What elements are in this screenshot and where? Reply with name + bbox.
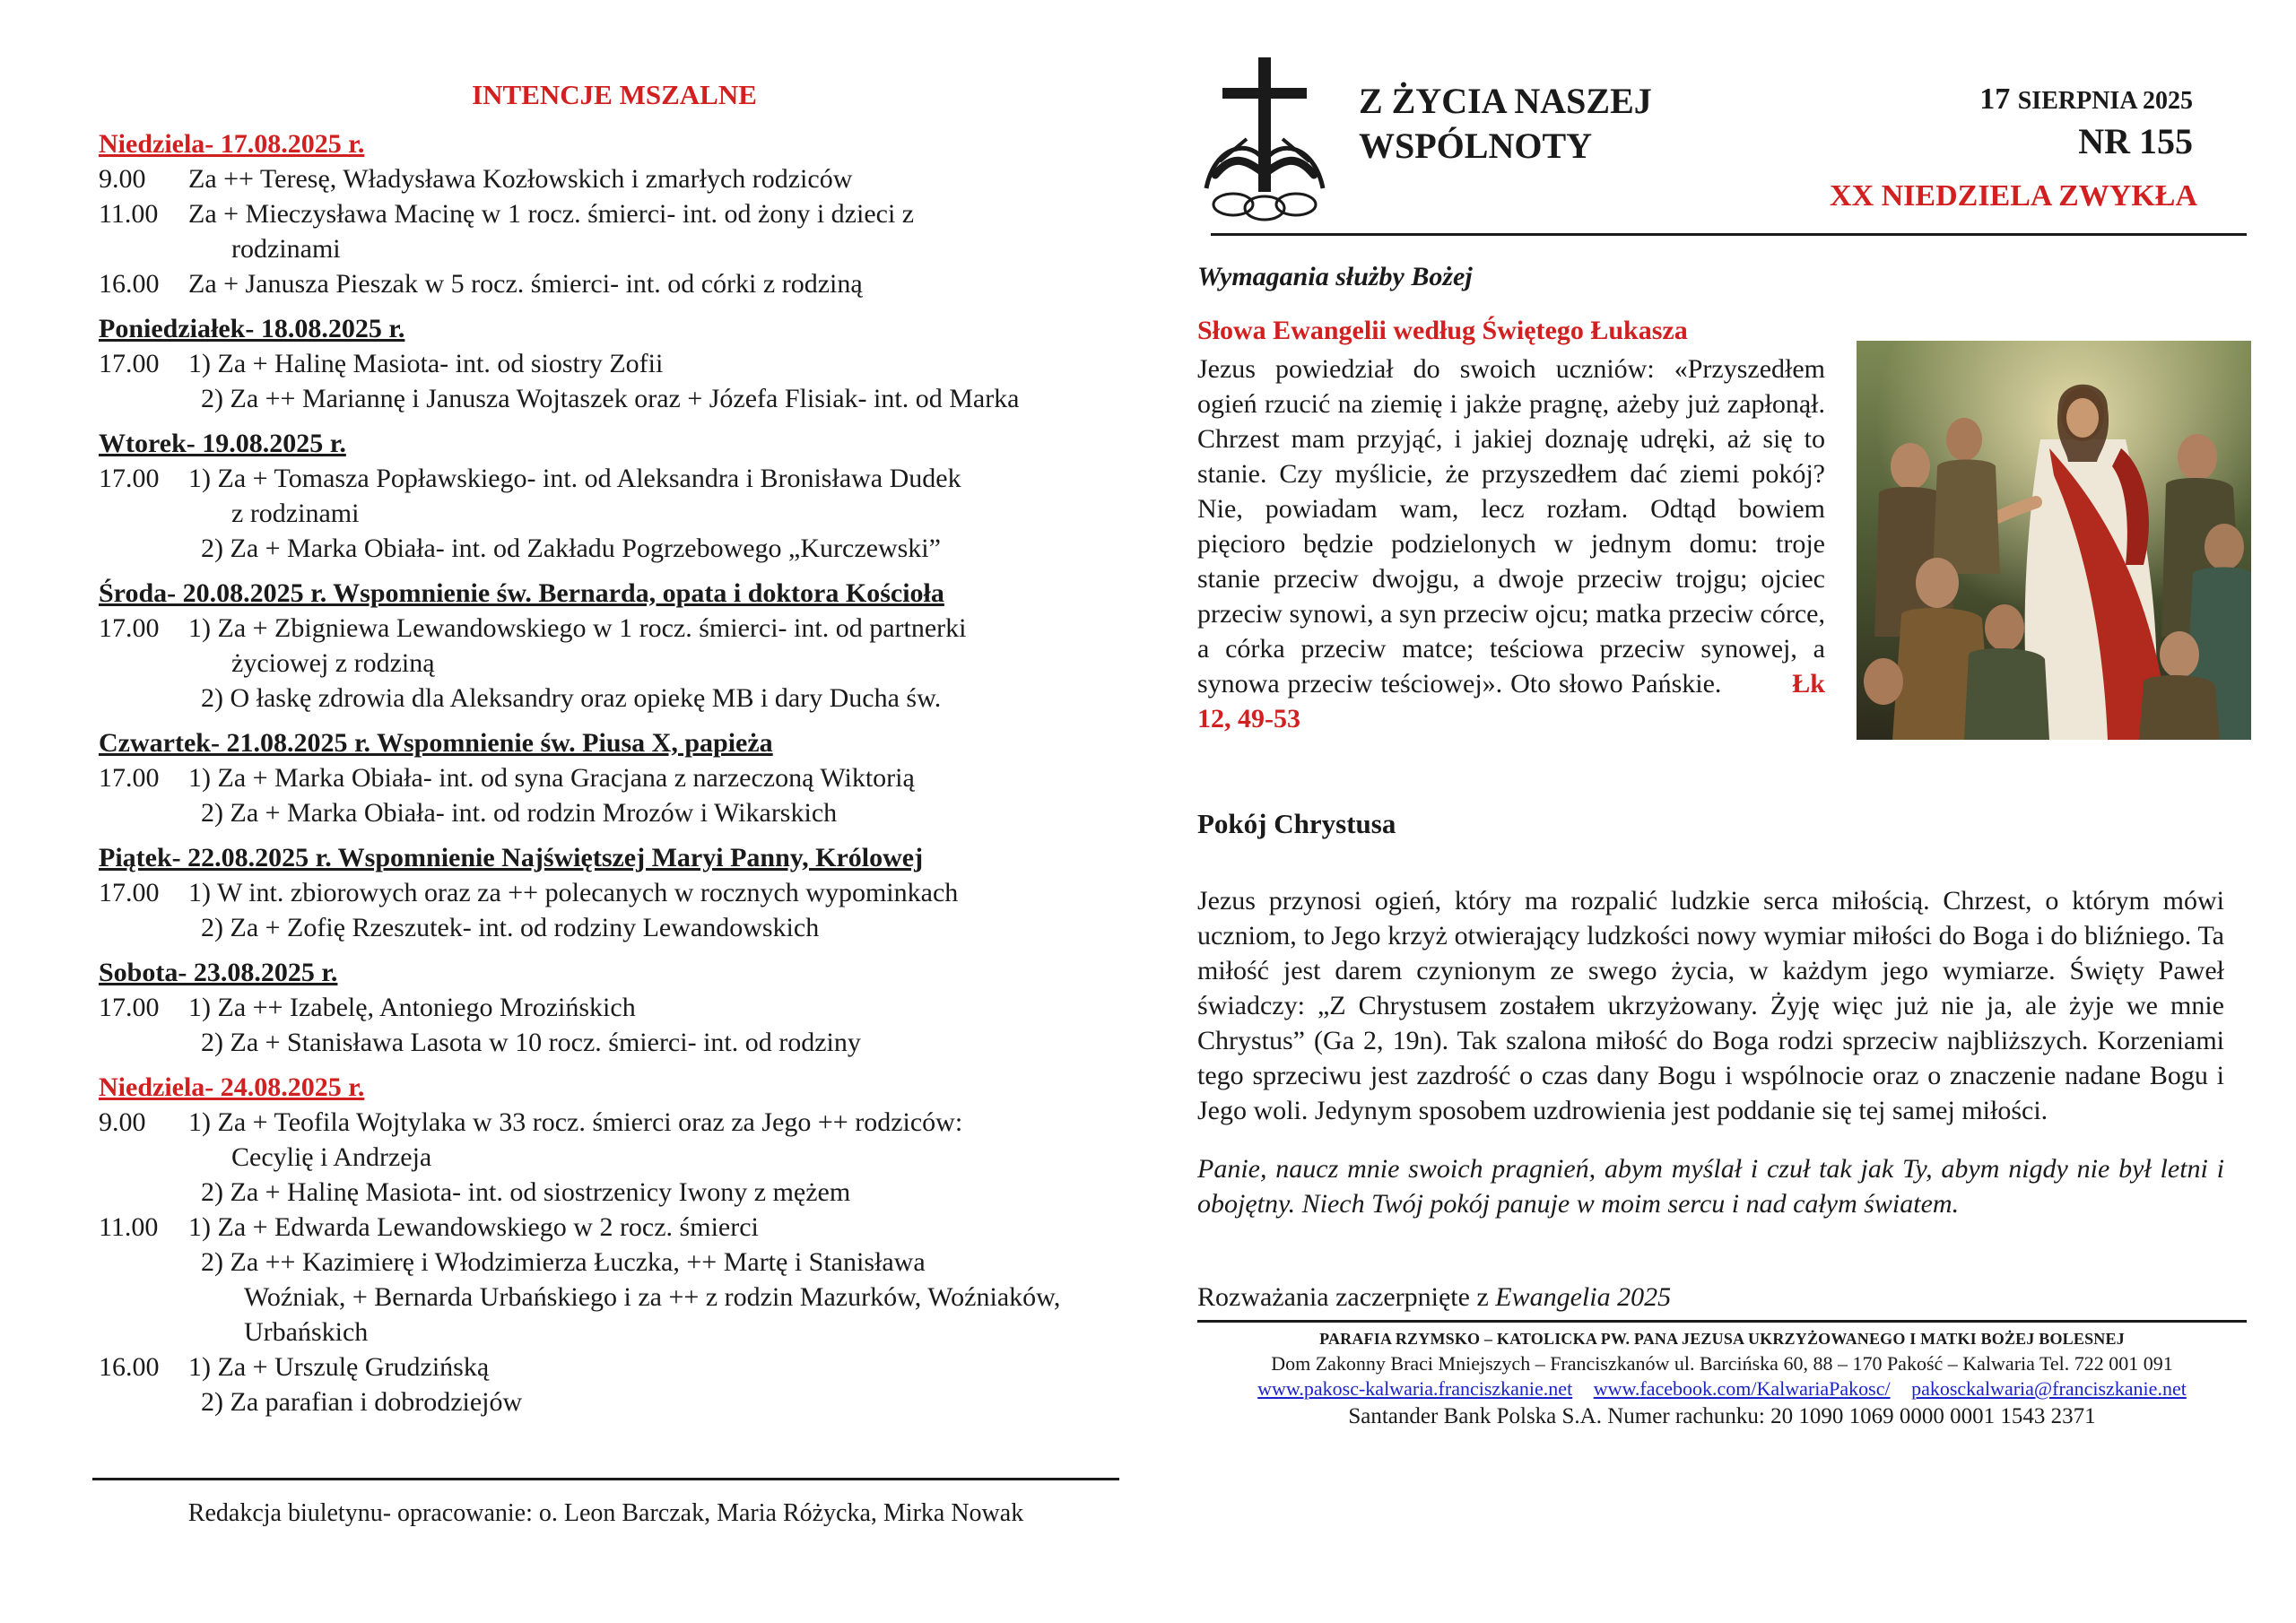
mass-intention [99, 760, 1130, 795]
mass-time: 11.00 [99, 199, 159, 229]
mass-text-main: 1) Za ++ Izabelę, Antoniego Mrozińskich [188, 993, 636, 1022]
mass-intention [99, 1025, 1130, 1060]
mass-text-main: 1) Za + Urszulę Grudzińską [188, 1352, 490, 1382]
mass-time: 16.00 [99, 1352, 160, 1382]
gospel-heading: Słowa Ewangelii według Świętego Łukasza [1197, 316, 1688, 345]
mass-text [188, 910, 1130, 945]
mass-text-main: 2) Za + Marka Obiała- int. od Zakładu Pogrzebowego „Kurczewski” [201, 534, 941, 563]
mass-text [188, 196, 1130, 266]
redakcja-credits: Redakcja biuletynu- opracowanie: o. Leon Barczak, Maria Różycka, Mirka Nowak [187, 1499, 1024, 1527]
mass-text [188, 875, 1130, 910]
mass-text [188, 760, 1130, 795]
mass-text-continuation: Cecylię i Andrzeja [231, 1142, 432, 1172]
section-heading: Wymagania służby Bożej [1197, 262, 1473, 291]
mass-time [99, 910, 188, 945]
mass-intention [99, 196, 1130, 266]
mass-intention [99, 1350, 1130, 1384]
day-block [99, 956, 1130, 1060]
mass-text [188, 1384, 1130, 1419]
mass-time: 17.00 [99, 763, 160, 793]
reflection-title: Pokój Chrystusa [1197, 808, 1396, 839]
mass-time [99, 1175, 188, 1210]
bank-account: Santander Bank Polska S.A. Numer rachunku: 20 1090 1069 0000 0001 1543 2371 [1348, 1404, 2096, 1428]
mass-time: 17.00 [99, 464, 160, 493]
mass-text-main: 1) Za + Edwarda Lewandowskiego w 2 rocz. śmierci [188, 1212, 759, 1242]
source-note [1197, 1282, 2247, 1313]
mass-text [188, 795, 1130, 830]
mass-text-main: 2) Za ++ Mariannę i Janusza Wojtaszek oraz + Józefa Flisiak- int. od Marka [201, 384, 1020, 413]
parish-footer [1197, 1330, 2247, 1429]
intencje-column [99, 72, 1130, 1430]
mass-text-main: 1) Za + Zbigniewa Lewandowskiego w 1 rocz. śmierci- int. od partnerki [188, 613, 967, 643]
mass-text-main: 1) Za + Tomasza Popławskiego- int. od Aleksandra i Bronisława Dudek [188, 464, 961, 493]
day-heading: Niedziela- 17.08.2025 r. [99, 129, 365, 159]
issue-number: NR 155 [2078, 121, 2193, 161]
bulletin-header [1197, 54, 2247, 242]
website-link[interactable]: www.pakosc-kalwaria.franciszkanie.net [1257, 1377, 1573, 1400]
mass-text-main: 2) O łaskę zdrowia dla Aleksandry oraz opiekę MB i dary Ducha św. [201, 683, 942, 713]
mass-intention [99, 611, 1130, 681]
day-heading: Wtorek- 19.08.2025 r. [99, 429, 346, 458]
masthead-line1: Z ŻYCIA NASZEJ [1359, 81, 1652, 121]
mass-time [99, 681, 188, 716]
parish-links [1197, 1377, 2247, 1401]
day-heading: Sobota- 23.08.2025 r. [99, 958, 338, 987]
facebook-link[interactable]: www.facebook.com/KalwariaPakosc/ [1593, 1377, 1891, 1400]
mass-time [99, 381, 188, 416]
mass-text [188, 461, 1130, 531]
mass-intention [99, 531, 1130, 566]
mass-text-main: 2) Za + Halinę Masiota- int. od siostrzenicy Iwony z mężem [201, 1177, 851, 1207]
mass-time: 9.00 [99, 1107, 146, 1137]
parish-address: Dom Zakonny Braci Mniejszych – Franciszkanów ul. Barcińska 60, 88 – 170 Pakość – Kalwaria Tel. 722 001 091 [1271, 1352, 2173, 1375]
day-block [99, 841, 1130, 945]
mass-time [99, 531, 188, 566]
gospel-body: Jezus powiedział do swoich uczniów: «Przyszedłem ogień rzucić na ziemię i jakże pragnę, ażeby już zapłonął. Chrzest mam przyjąć, i jakiej doznaję udręki, aż się to stanie. Czy myślicie, że przyszedłem dać ziemi pokój? Nie, powiadam wam, lecz rozłam. Odtąd bowiem pięcioro będzie podzielonych w jednym domu: troje stanie przeciw dwojgu, a dwoje przeciw trojgu; ojciec przeciw synowi, a syn przeciw ojcu; matka przeciw córce, a córka przeciw matce; teściowa przeciw synowej, a synowa przeciw teściowej». Oto słowo Pańskie. [1197, 354, 1825, 699]
issue-day: 17 [1979, 82, 2011, 116]
franciscan-cross-logo [1197, 54, 1332, 224]
mass-text [188, 681, 1130, 716]
mass-time [99, 1025, 188, 1060]
mass-intention [99, 1245, 1130, 1350]
mass-text [188, 990, 1130, 1025]
mass-text [188, 1210, 1130, 1245]
mass-text-main: 2) Za + Stanisława Lasota w 10 rocz. śmierci- int. od rodziny [201, 1028, 861, 1057]
day-heading: Piątek- 22.08.2025 r. Wspomnienie Najświętszej Maryi Panny, Królowej [99, 843, 924, 872]
mass-text-main: 1) W int. zbiorowych oraz za ++ polecanych w rocznych wypominkach [188, 878, 959, 907]
gospel-section [1197, 352, 2247, 736]
day-block [99, 577, 1130, 716]
email-link[interactable]: pakosckalwaria@franciszkanie.net [1911, 1377, 2187, 1400]
mass-intention [99, 1105, 1130, 1175]
header-divider [1211, 233, 2247, 236]
mass-text-main: Za + Janusza Pieszak w 5 rocz. śmierci- int. od córki z rodziną [188, 269, 863, 299]
mass-time: 11.00 [99, 1212, 159, 1242]
liturgical-sunday: XX NIEDZIELA ZWYKŁA [1830, 179, 2197, 213]
day-heading: Niedziela- 24.08.2025 r. [99, 1072, 365, 1102]
mass-time [99, 1245, 188, 1350]
mass-text-main: 2) Za ++ Kazimierę i Włodzimierza Łuczka, ++ Martę i Stanisława [201, 1247, 926, 1277]
mass-text [188, 611, 1130, 681]
mass-text-main: 2) Za + Marka Obiała- int. od rodzin Mrozów i Wikarskich [201, 798, 838, 828]
mass-text-continuation: z rodzinami [231, 499, 360, 528]
mass-time [99, 795, 188, 830]
mass-text-continuation: życiowej z rodziną [231, 648, 435, 678]
mass-text-continuation: rodzinami [231, 234, 341, 264]
mass-text-main: 1) Za + Teofila Wojtylaka w 33 rocz. śmierci oraz za Jego ++ rodziców: [188, 1107, 963, 1137]
bulletin-column [1197, 54, 2247, 1429]
jesus-with-disciples-painting [1857, 341, 2251, 740]
mass-time: 17.00 [99, 349, 160, 378]
mass-text [188, 161, 1130, 196]
day-heading: Poniedziałek- 18.08.2025 r. [99, 314, 405, 343]
mass-text [188, 381, 1130, 416]
mass-intention [99, 381, 1130, 416]
prayer-text: Panie, naucz mnie swoich pragnień, abym myślał i czuł tak jak Ty, abym nigdy nie był letni i obojętny. Niech Twój pokój panuje w moim sercu i nad całym światem. [1197, 1154, 2224, 1219]
left-divider [92, 1478, 1119, 1480]
mass-text-continuation: Woźniak, + Bernarda Urbańskiego i za ++ z rodzin Mazurków, Woźniaków, Urbańskich [244, 1282, 1061, 1347]
mass-text [188, 1025, 1130, 1060]
mass-intention [99, 1175, 1130, 1210]
mass-text-main: Za + Mieczysława Macinę w 1 rocz. śmierci- int. od żony i dzieci z [188, 199, 915, 229]
mass-intention [99, 681, 1130, 716]
mass-text [188, 1175, 1130, 1210]
mass-text [188, 1245, 1130, 1350]
mass-text [188, 531, 1130, 566]
mass-intention [99, 266, 1130, 301]
mass-text-main: 2) Za parafian i dobrodziejów [201, 1387, 523, 1417]
mass-intention [99, 1384, 1130, 1419]
day-block [99, 312, 1130, 416]
day-heading: Czwartek- 21.08.2025 r. Wspomnienie św. Piusa X, papieża [99, 728, 773, 758]
mass-intention [99, 795, 1130, 830]
mass-intention [99, 910, 1130, 945]
masthead-line2: WSPÓLNOTY [1359, 126, 1593, 166]
mass-text [188, 346, 1130, 381]
reflection-text: Jezus przynosi ogień, który ma rozpalić ludzkie serca miłością. Chrzest, o którym mówi uczniom, to Jego krzyż otwierający ludzkości nowy wymiar miłości do Boga i do bliźniego. Ta miłość jest darem czynionym ze swego życia, w każdym jego wymiarze. Święty Paweł świadczy: „Z Chrystusem zostałem ukrzyżowany. Żyję więc już nie ja, ale żyje we mnie Chrystus” (Ga 2, 19n). Tak szalona miłość do Boga rodzi sprzeciw najbliższych. Korzeniami tego sprzeciwu jest zazdrość o czas dany Bogu i wspólnocie oraz o znaczenie nadane Bogu i Jego woli. Jedynym sposobem uzdrowienia jest poddanie się tej samej miłości. [1197, 886, 2224, 1125]
mass-intention [99, 161, 1130, 196]
mass-intention [99, 461, 1130, 531]
mass-time: 17.00 [99, 878, 160, 907]
mass-text [188, 1105, 1130, 1175]
mass-text-main: 1) Za + Halinę Masiota- int. od siostry Zofii [188, 349, 664, 378]
masthead [1359, 79, 1652, 169]
mass-text [188, 1350, 1130, 1384]
issue-month: SIERPNIA 2025 [2017, 87, 2193, 115]
source-prefix: Rozważania zaczerpnięte z [1197, 1282, 1496, 1312]
day-block [99, 726, 1130, 830]
mass-text [188, 266, 1130, 301]
mass-intention [99, 346, 1130, 381]
day-block [99, 127, 1130, 301]
source-title: Ewangelia 2025 [1495, 1282, 1672, 1312]
mass-time: 17.00 [99, 993, 160, 1022]
mass-intention [99, 875, 1130, 910]
day-heading: Środa- 20.08.2025 r. Wspomnienie św. Bernarda, opata i doktora Kościoła [99, 578, 944, 608]
day-block [99, 427, 1130, 566]
mass-time [99, 1384, 188, 1419]
footer-divider [1197, 1320, 2247, 1323]
gospel-text [1197, 352, 1825, 736]
mass-time: 16.00 [99, 269, 160, 299]
intencje-title: INTENCJE MSZALNE [472, 79, 757, 110]
mass-time: 17.00 [99, 613, 160, 643]
parish-name: PARAFIA RZYMSKO – KATOLICKA PW. PANA JEZUSA UKRZYŻOWANEGO I MATKI BOŻEJ BOLESNEJ [1319, 1330, 2125, 1348]
issue-date [1979, 82, 2193, 117]
mass-intention [99, 1210, 1130, 1245]
mass-text-main: Za ++ Teresę, Władysława Kozłowskich i zmarłych rodziców [188, 164, 853, 194]
intencje-list [99, 127, 1130, 1419]
mass-intention [99, 990, 1130, 1025]
mass-text-main: 1) Za + Marka Obiała- int. od syna Gracjana z narzeczoną Wiktorią [188, 763, 915, 793]
mass-text-main: 2) Za + Zofię Rzeszutek- int. od rodziny Lewandowskich [201, 913, 820, 942]
gospel-reference: Łk 12, 49-53 [1197, 669, 1825, 733]
mass-time: 9.00 [99, 164, 146, 194]
day-block [99, 1071, 1130, 1419]
